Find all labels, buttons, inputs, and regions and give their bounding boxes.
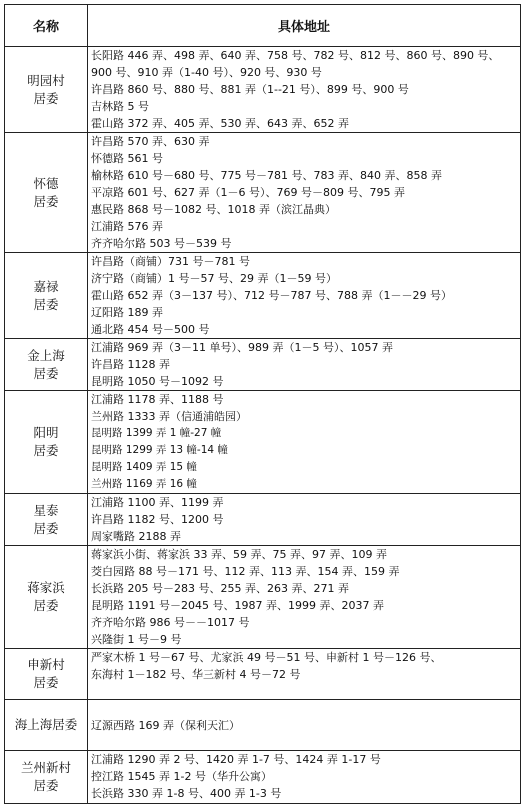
table-header-row xyxy=(5,5,521,47)
header-address: 具体地址 xyxy=(88,5,521,47)
address-line: 霍山路 372 弄、405 弄、530 弄、643 弄、652 弄 xyxy=(91,117,349,130)
address-line: 茭白园路 88 号－171 号、112 弄、113 弄、154 弄、159 弄 xyxy=(91,565,400,578)
address-line: 兰州路 1333 弄（信通浦皓园） xyxy=(91,410,247,423)
address-line: 惠民路 868 号－1082 号、1018 弄（滨江晶典） xyxy=(91,203,336,216)
address-line: 许昌路 1182 号、1200 号 xyxy=(91,513,224,526)
address-line: 长浜路 330 弄 1-8 号、400 弄 1-3 号 xyxy=(91,787,282,800)
address-line: 榆林路 610 号－680 号、775 号－781 号、783 弄、840 弄、858 弄 xyxy=(91,169,442,182)
address-cell xyxy=(88,546,521,649)
address-line: 江浦路 969 弄（3－11 单号）、989 弄（1－5 号）、1057 弄 xyxy=(91,341,393,354)
address-line: 兴隆街 1 号－9 号 xyxy=(91,633,182,646)
address-line: 昆明路 1409 弄 15 幢 xyxy=(91,461,197,473)
address-cell xyxy=(88,391,521,494)
address-line: 东海村 1－182 号、华三新村 4 号－72 号 xyxy=(91,668,301,681)
address-line: 900 号、910 弄（1-40 号）、920 号、930 号 xyxy=(91,66,322,79)
address-cell xyxy=(88,649,521,700)
committee-name-text: 蒋家浜 居委 xyxy=(27,580,65,613)
address-cell xyxy=(88,700,521,751)
committee-name-text: 金上海 居委 xyxy=(27,347,65,381)
address-cell xyxy=(88,253,521,339)
address-line: 昆明路 1399 弄 1 幢-27 幢 xyxy=(91,427,222,439)
committee-name-text: 阳明 居委 xyxy=(33,425,59,458)
address-cell xyxy=(88,494,521,546)
committee-name-text: 怀德 居委 xyxy=(33,175,59,209)
address-cell xyxy=(88,133,521,253)
address-line: 辽阳路 189 弄 xyxy=(91,306,163,319)
address-line: 通北路 454 号－500 号 xyxy=(91,323,210,336)
committee-name xyxy=(5,339,88,391)
committee-name xyxy=(5,494,88,546)
committee-name-text: 明园村 居委 xyxy=(27,72,65,106)
committee-name-text: 星泰 居委 xyxy=(33,502,59,536)
address-document xyxy=(4,4,521,804)
address-line: 平凉路 601 号、627 弄（1－6 号）、769 号－809 号、795 弄 xyxy=(91,186,405,199)
table-row xyxy=(5,546,521,649)
address-line: 霍山路 652 弄（3－137 号）、712 号－787 号、788 弄（1－－29 号） xyxy=(91,289,452,302)
address-line: 蒋家浜小街、蒋家浜 33 弄、59 弄、75 弄、97 弄、109 弄 xyxy=(91,548,387,561)
address-line: 江浦路 576 弄 xyxy=(91,220,163,233)
address-line: 江浦路 1100 弄、1199 弄 xyxy=(91,496,224,509)
committee-name xyxy=(5,546,88,649)
committee-name xyxy=(5,133,88,253)
address-line: 长浜路 205 号－283 号、255 弄、263 弄、271 弄 xyxy=(91,582,349,595)
address-line: 昆明路 1299 弄 13 幢-14 幢 xyxy=(91,444,228,456)
address-line: 许昌路 570 弄、630 弄 xyxy=(91,135,210,148)
committee-name xyxy=(5,47,88,133)
committee-name-text: 海上海居委 xyxy=(14,717,78,732)
address-line: 齐齐哈尔路 503 号－539 号 xyxy=(91,237,232,250)
committee-name-text: 嘉禄 居委 xyxy=(33,278,59,312)
address-line: 齐齐哈尔路 986 号－－1017 号 xyxy=(91,616,250,629)
committee-name xyxy=(5,391,88,494)
address-cell xyxy=(88,339,521,391)
address-line: 昆明路 1191 号－2045 号、1987 弄、1999 弄、2037 弄 xyxy=(91,599,384,612)
committee-name-text: 兰州新村 居委 xyxy=(20,760,71,793)
table-row xyxy=(5,133,521,253)
address-table xyxy=(4,4,521,804)
table-row xyxy=(5,649,521,700)
table-row xyxy=(5,47,521,133)
committee-name xyxy=(5,700,88,751)
address-line: 许昌路（商铺）731 号－781 号 xyxy=(91,255,250,268)
table-row xyxy=(5,494,521,546)
address-line: 昆明路 1050 号－1092 号 xyxy=(91,375,224,388)
committee-name xyxy=(5,751,88,804)
address-line: 周家嘴路 2188 弄 xyxy=(91,530,181,543)
address-line: 江浦路 1290 弄 2 号、1420 弄 1-7 号、1424 弄 1-17 号 xyxy=(91,753,381,766)
address-line: 许昌路 860 号、880 号、881 弄（1--21 号）、899 号、900 号 xyxy=(91,83,409,96)
address-line: 严家木桥 1 号－67 号、尤家浜 49 号－51 号、申新村 1 号－126 号、 xyxy=(91,651,442,664)
address-line: 辽源西路 169 弄（保利天汇） xyxy=(91,718,240,732)
address-cell xyxy=(88,47,521,133)
header-name: 名称 xyxy=(5,5,88,47)
address-line: 怀德路 561 号 xyxy=(91,152,163,165)
table-row xyxy=(5,751,521,804)
address-line: 江浦路 1178 弄、1188 号 xyxy=(91,393,224,406)
committee-name-text: 申新村 居委 xyxy=(27,657,65,690)
committee-name xyxy=(5,253,88,339)
address-cell xyxy=(88,751,521,804)
address-line: 兰州路 1169 弄 16 幢 xyxy=(91,478,197,490)
address-line: 吉林路 5 号 xyxy=(91,100,149,113)
table-row xyxy=(5,253,521,339)
table-row xyxy=(5,339,521,391)
address-line: 济宁路（商铺）1 号－57 号、29 弄（1－59 号） xyxy=(91,272,337,285)
table-row xyxy=(5,391,521,494)
address-line: 长阳路 446 弄、498 弄、640 弄、758 号、782 号、812 号、860 号、890 号、 xyxy=(91,49,500,62)
table-row xyxy=(5,700,521,751)
address-line: 许昌路 1128 弄 xyxy=(91,358,170,371)
committee-name xyxy=(5,649,88,700)
address-line: 控江路 1545 弄 1-2 号（华升公寓） xyxy=(91,770,272,783)
